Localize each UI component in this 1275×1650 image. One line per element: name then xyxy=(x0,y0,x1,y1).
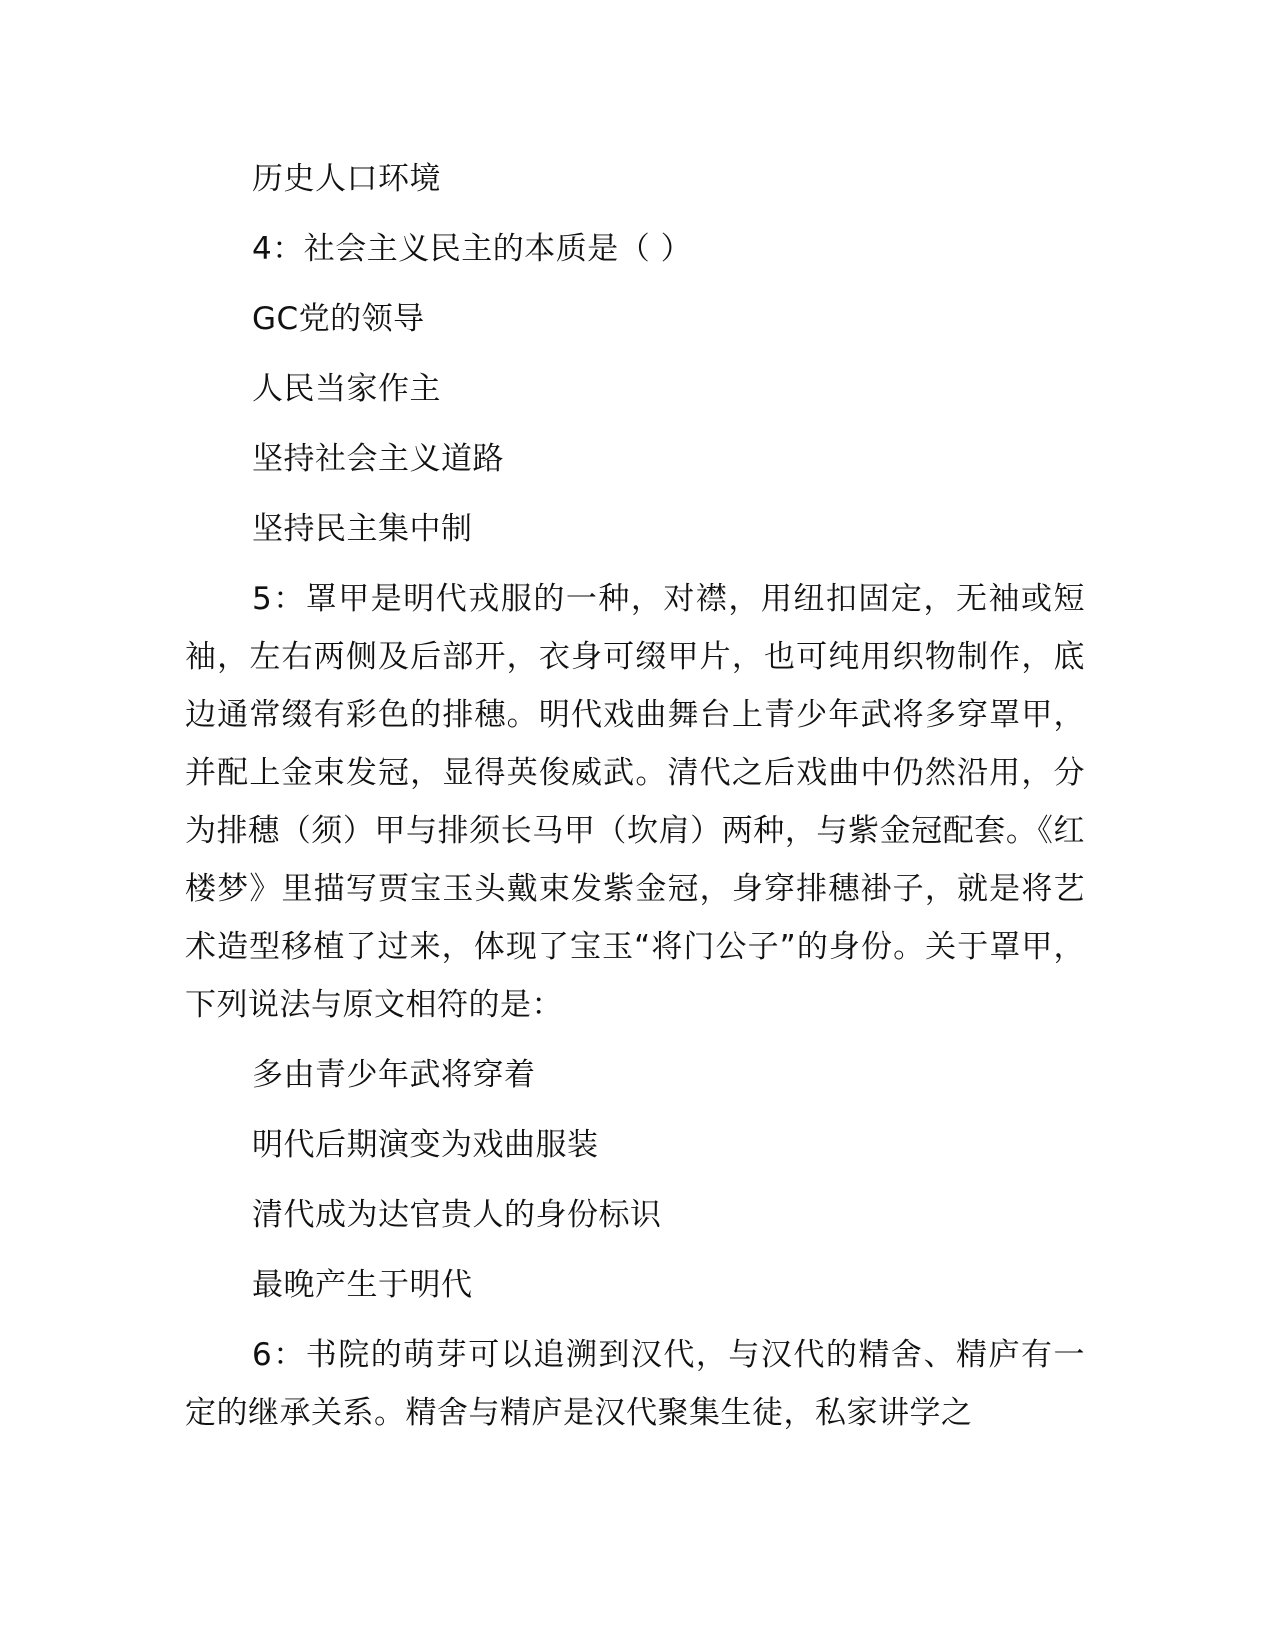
question-5-option-b: 明代后期演变为戏曲服装 xyxy=(252,1127,599,1163)
question-5-stem: 5：罩甲是明代戎服的一种，对襟，用纽扣固定，无袖或短袖，左右两侧及后部开，衣身可缀甲片，也可纯用织物制作，底边通常缀有彩色的排穗。明代戏曲舞台上青少年武将多穿罩甲，并配上金束发冠，显得英俊威武。清代之后戏曲中仍然沿用，分为排穗（须）甲与排须长马甲（坎肩）两种，与紫金冠配套。《红楼梦》里描写贾宝玉头戴束发紫金冠，身穿排穗褂子，就是将艺术造型移植了过来，体现了宝玉“将门公子”的身份。关于罩甲，下列说法与原文相符的是： xyxy=(185,581,1085,1023)
document-body xyxy=(185,150,1085,1454)
question-4-option-d: 坚持民主集中制 xyxy=(252,511,473,547)
question-4-option-c: 坚持社会主义道路 xyxy=(252,441,504,477)
question-4-option-b: 人民当家作主 xyxy=(252,371,441,407)
question-4-stem: 4：社会主义民主的本质是（ ） xyxy=(252,231,693,267)
answer-option: 历史人口环境 xyxy=(252,161,441,197)
question-5-option-a: 多由青少年武将穿着 xyxy=(252,1057,536,1093)
question-4-option-a: GC党的领导 xyxy=(252,301,425,337)
question-5-option-c: 清代成为达官贵人的身份标识 xyxy=(252,1197,662,1233)
question-6-stem: 6：书院的萌芽可以追溯到汉代，与汉代的精舍、精庐有一定的继承关系。精舍与精庐是汉代聚集生徒，私家讲学之 xyxy=(185,1337,1085,1431)
question-5-option-d: 最晚产生于明代 xyxy=(252,1267,473,1303)
